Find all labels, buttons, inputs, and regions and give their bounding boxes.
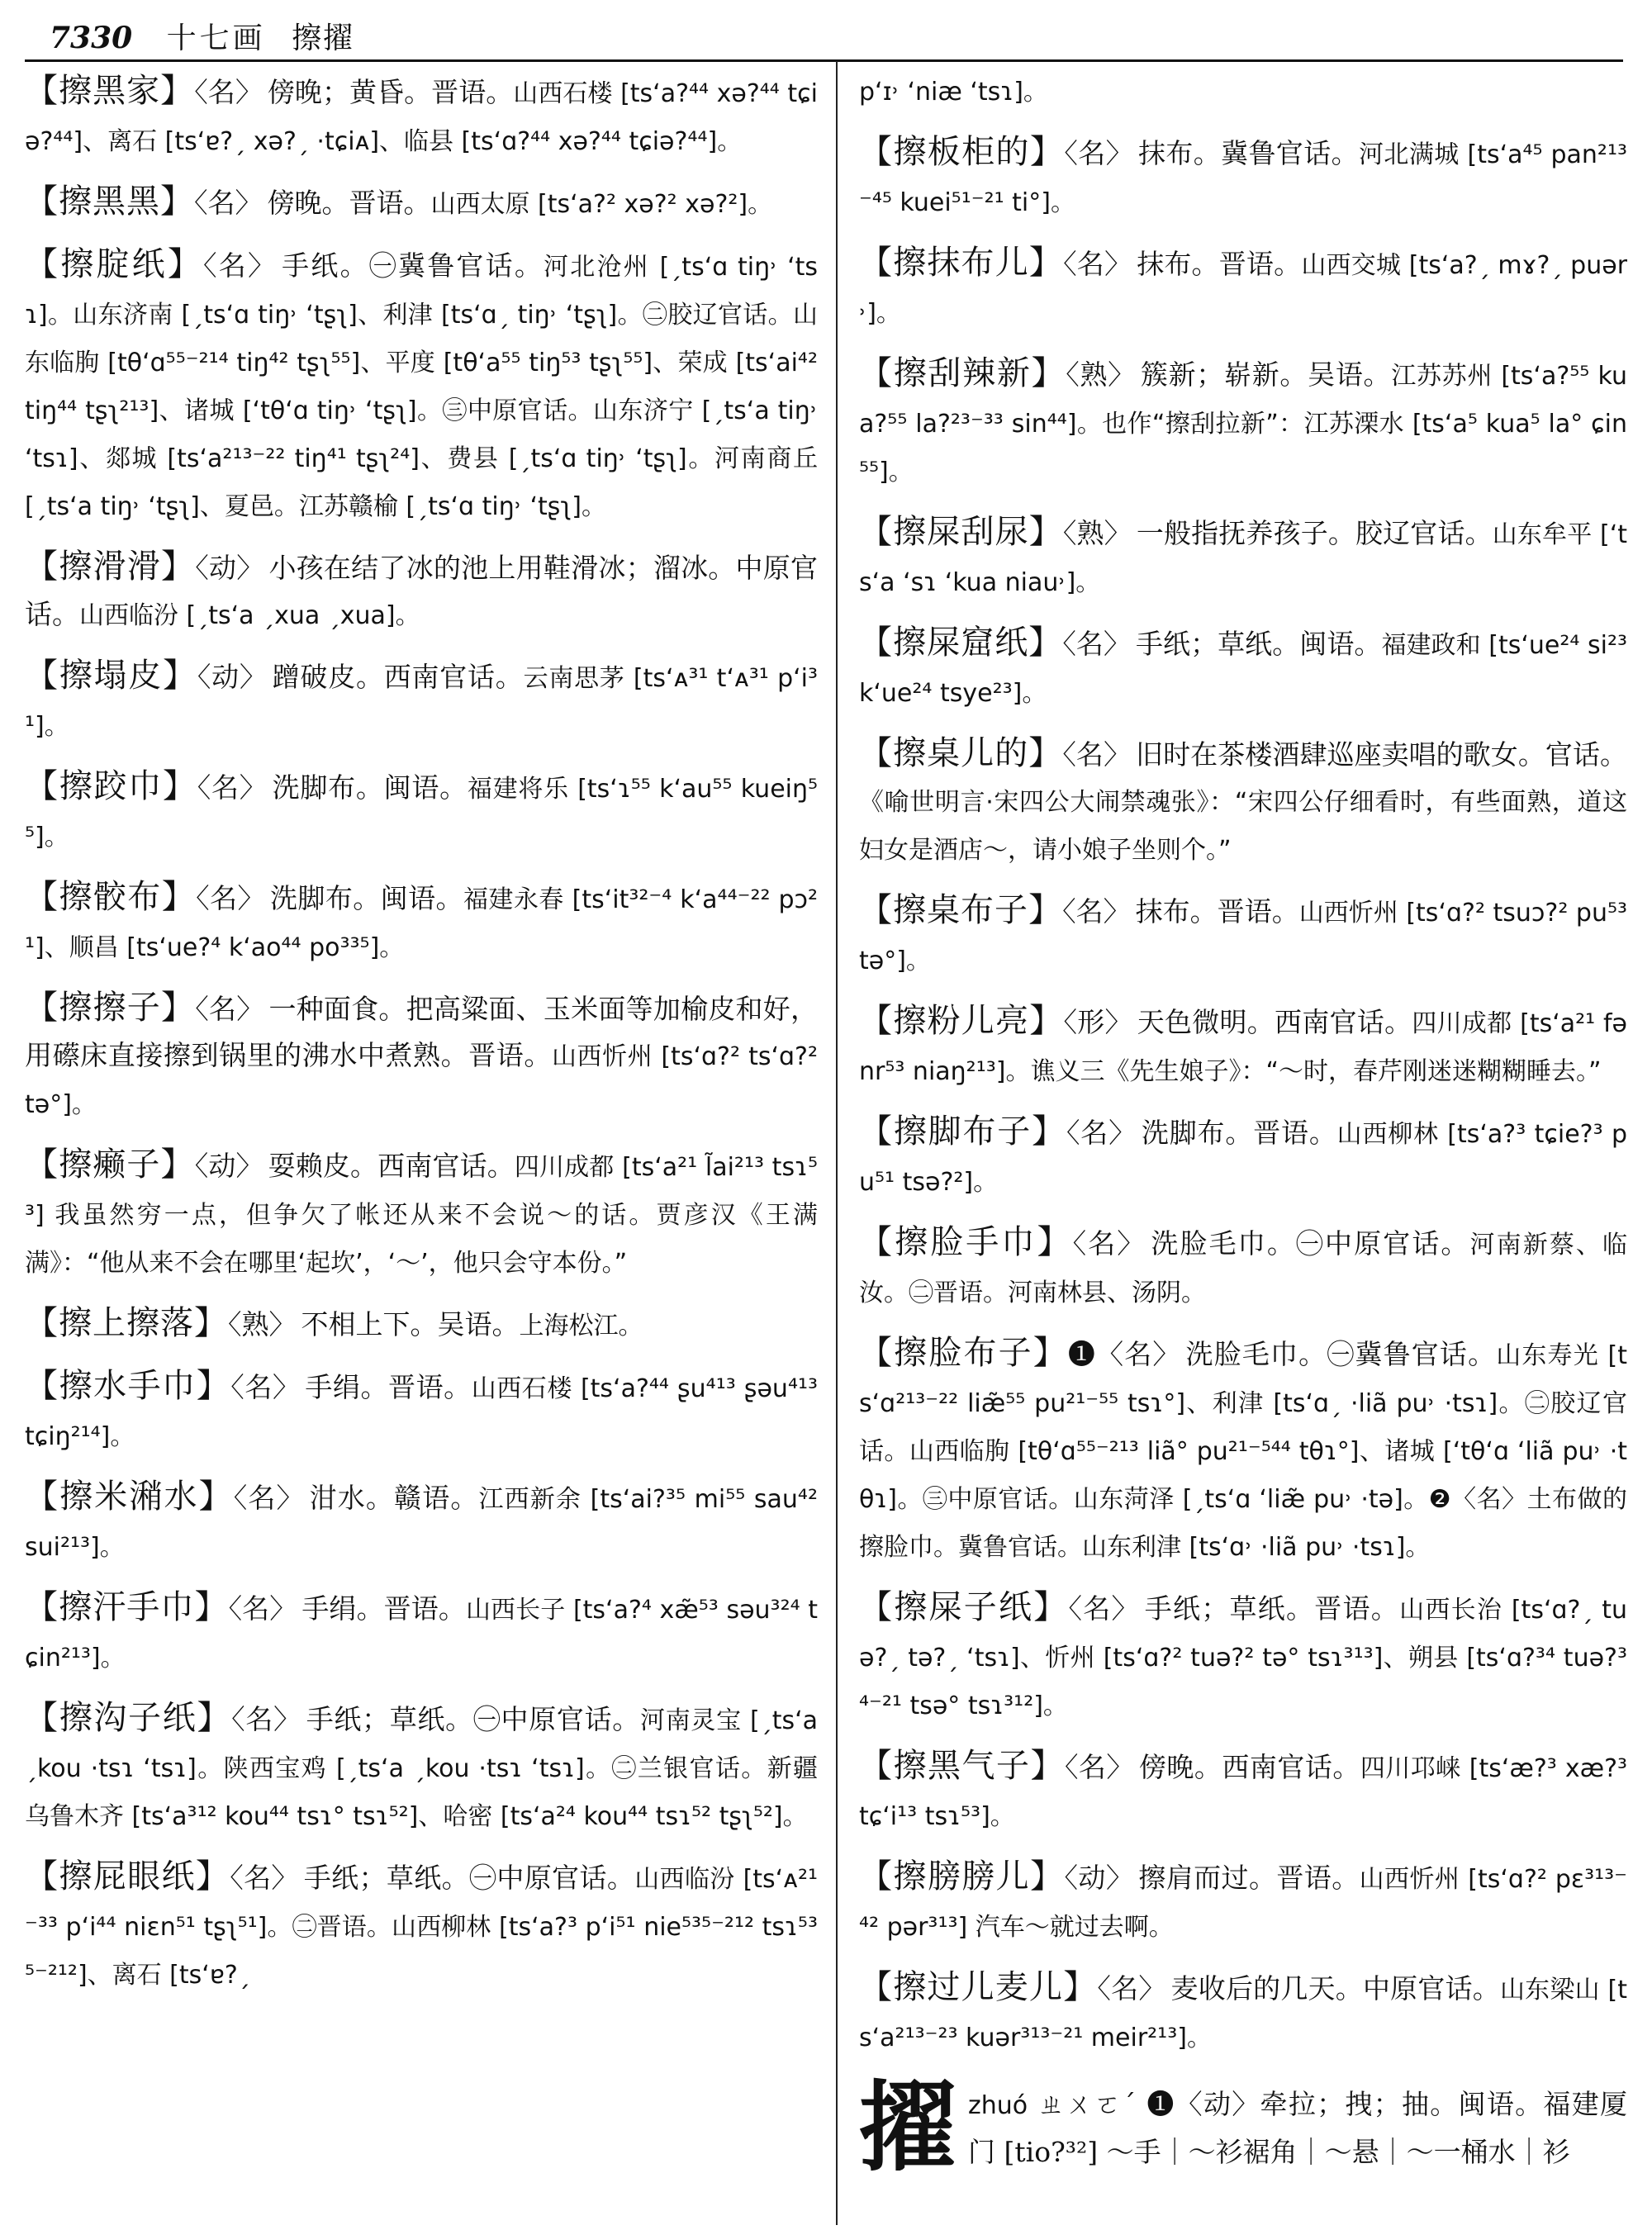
entry-definition: 洗脚布。闽语。 — [272, 771, 468, 804]
entry-headword: 【擦沟子纸】 — [25, 1699, 232, 1737]
entry-definition: 抹布。冀鲁官话。 — [1137, 137, 1360, 169]
entry-definition: 手绢。晋语。 — [301, 1592, 466, 1625]
part-of-speech: 〈名〉 — [1064, 137, 1133, 169]
part-of-speech: 〈名〉 — [203, 249, 278, 282]
entry-dialect-body: 山西石楼 [ts‘a?⁴⁴ xə?⁴⁴ tɕiə?⁴⁴]、离石 [ts‘ɐ?ˏ xə?ˏ ·tɕiᴀ]、临县 [ts‘ɑ?⁴⁴ xə?⁴⁴ tɕiə?⁴⁴]。 — [25, 79, 818, 156]
entry-headword: 【擦脸手巾】 — [859, 1223, 1073, 1261]
part-of-speech: 〈名〉 — [196, 882, 265, 914]
dictionary-entry — [859, 1330, 1627, 1571]
part-of-speech: 〈名〉 — [231, 1703, 301, 1735]
entry-definition: 洗脸毛巾。㊀中原官话。 — [1151, 1227, 1470, 1260]
entry-headword: 【擦膀膀儿】 — [859, 1858, 1065, 1896]
part-of-speech: 〈熟〉 — [1062, 517, 1132, 549]
entry-definition: 簇新；崭新。吴语。 — [1140, 358, 1392, 391]
entry-headword: 【擦屎刮尿】 — [859, 513, 1063, 551]
entry-definition: 傍晚；黄昏。晋语。 — [267, 76, 514, 108]
dictionary-entry — [859, 887, 1627, 985]
entry-headword: 【擦黑家】 — [25, 72, 195, 110]
dictionary-entry — [859, 1108, 1627, 1206]
entry-dialect-body: 山西临汾 [ts‘ᴀ²¹⁻³³ p‘i⁴⁴ niɛn⁵¹ tʂʅ⁵¹]。㊁晋语。山西柳林 [ts‘a?³ p‘i⁵¹ nie⁵³⁵⁻²¹² tsɿ⁵³⁵⁻²¹²]、离石 [ts‘ɐ?ˏ — [25, 1865, 818, 1990]
part-of-speech: 〈名〉 — [1072, 1227, 1146, 1260]
entry-definition: 手纸。㊀冀鲁官话。 — [282, 249, 544, 282]
dictionary-entry — [25, 241, 818, 530]
dictionary-entry — [25, 652, 818, 750]
entry-definition: 小孩在结了冰的池上用鞋滑冰；溜冰。中原官话。 — [25, 552, 818, 630]
entry-dialect-body: 山东牟平 [‘ts‘a ‘sɿ ‘kua niau˒]。 — [859, 520, 1627, 597]
part-of-speech: 〈名〉 — [194, 187, 263, 219]
entry-definition: 手纸；草纸。㊀中原官话。 — [306, 1703, 640, 1735]
header-headwords: 擦擢 — [292, 21, 355, 55]
dictionary-entry — [859, 730, 1627, 874]
dictionary-entry — [25, 763, 818, 861]
part-of-speech: 〈动〉 — [1064, 1862, 1134, 1894]
entry-definition: 抹布。晋语。 — [1137, 248, 1302, 280]
dictionary-entry — [859, 240, 1627, 337]
entry-dialect-body: 山西石楼 [ts‘a?⁴⁴ ʂu⁴¹³ ʂəu⁴¹³ tɕiŋ²¹⁴]。 — [25, 1374, 818, 1451]
entry-dialect-body: 河南灵宝 [ˏts‘a ˏkou ·tsɿ ‘tsɿ]。陕西宝鸡 [ˏts‘a ˏkou ·tsɿ ‘tsɿ]。㊁兰银官话。新疆乌鲁木齐 [ts‘a³¹² kou⁴⁴ tsɿ° tsɿ⁵²]、哈密 [ts‘a²⁴ kou⁴⁴ tsɿ⁵² tʂʅ⁵²]。 — [25, 1706, 818, 1831]
dictionary-entry — [859, 68, 1627, 116]
char-entry-headword: 擢 — [859, 2070, 957, 2185]
part-of-speech: 〈名〉 — [230, 1862, 299, 1894]
entry-dialect-body: 上海松江。 — [519, 1312, 643, 1340]
entry-headword: 【擦刮辣新】 — [859, 354, 1066, 392]
entry-dialect-body: 河北沧州 [ˏts‘ɑ tiŋ˒ ‘tsɿ]。山东济南 [ˏts‘ɑ tiŋ˒ ‘tʂʅ]、利津 [ts‘ɑˏ tiŋ˒ ‘tʂʅ]。㊁胶辽官话。山东临朐 [tθ‘ɑ⁵⁵⁻²¹⁴ tiŋ⁴² tʂʅ⁵⁵]、平度 [tθ‘a⁵⁵ tiŋ⁵³ tʂʅ⁵⁵]、荣成 [ts‘ai⁴² tiŋ⁴⁴ tʂʅ²¹³]、诸城 [‘tθ‘ɑ tiŋ˒ ‘tʂʅ]。㊂中原官话。山东济宁 [ˏts‘a tiŋ˒ ‘tsɿ]、郯城 [ts‘a²¹³⁻²² tiŋ⁴¹ tʂʅ²⁴]、费县 [ˏts‘ɑ tiŋ˒ ‘tʂʅ]。河南商丘 [ˏts‘a tiŋ˒ ‘tʂʅ]、夏邑。江苏赣榆 [ˏts‘ɑ tiŋ˒ ‘tʂʅ]。 — [25, 253, 818, 521]
entry-definition: 旧时在茶楼酒肆巡座卖唱的歌女。官话。 — [1136, 738, 1627, 771]
char-entry-pinyin: zhuó — [968, 2091, 1028, 2120]
part-of-speech: ❶〈名〉 — [1067, 1338, 1181, 1370]
entry-headword: 【擦黑黑】 — [25, 183, 194, 221]
entry-headword: 【擦腚纸】 — [25, 245, 204, 283]
entry-headword: 【擦桌儿的】 — [859, 734, 1063, 772]
entry-dialect-body: 江西新余 [ts‘ai?³⁵ mi⁵⁵ sau⁴² sui²¹³]。 — [25, 1485, 818, 1562]
part-of-speech: 〈名〉 — [1068, 1592, 1140, 1625]
entry-definition: 手纸；草纸。闽语。 — [1135, 628, 1382, 660]
entry-headword: 【擦滑滑】 — [25, 548, 196, 586]
dictionary-entry — [859, 1584, 1627, 1729]
dictionary-entry — [859, 1743, 1627, 1840]
entry-dialect-body: 山西太原 [ts‘a?² xə?² xə?²]。 — [430, 190, 773, 219]
entry-definition: 天色微明。西南官话。 — [1137, 1006, 1412, 1038]
entry-dialect-body: 山东梁山 [ts‘a²¹³⁻²³ kuər³¹³⁻²¹ meir²¹³]。 — [859, 1976, 1627, 2052]
part-of-speech: 〈名〉 — [1062, 738, 1132, 771]
char-entry — [859, 2070, 1627, 2185]
dictionary-entry — [859, 1853, 1627, 1951]
entry-headword: 【擦板柜的】 — [859, 133, 1065, 171]
entry-dialect-body: 河北满城 [ts‘a⁴⁵ pan²¹³⁻⁴⁵ kuei⁵¹⁻²¹ ti°]。 — [859, 140, 1627, 217]
dictionary-entry — [859, 1219, 1627, 1317]
entry-definition: 不相上下。吴语。 — [301, 1308, 520, 1340]
entry-headword: 【擦粉儿亮】 — [859, 1002, 1064, 1040]
dictionary-entry — [25, 874, 818, 971]
entry-definition: 泔水。赣语。 — [309, 1482, 479, 1514]
entry-headword: 【擦骹布】 — [25, 878, 197, 916]
part-of-speech: 〈动〉 — [194, 1150, 263, 1182]
entry-headword: 【擦上擦落】 — [25, 1304, 228, 1342]
entry-definition: 抹布。晋语。 — [1135, 895, 1299, 928]
entry-headword: 【擦塌皮】 — [25, 657, 197, 695]
part-of-speech: 〈名〉 — [1066, 1117, 1137, 1149]
entry-definition: 手纸；草纸。晋语。 — [1144, 1592, 1400, 1625]
entry-definition: 耍赖皮。西南官话。 — [268, 1150, 515, 1182]
dictionary-entry — [25, 1141, 818, 1287]
entry-dialect-body: 四川成都 [ts‘a²¹ l̃ai²¹³ tsɿ⁵³] 我虽然穷一点，但争欠了帐还从来不会说～的话。贾彦汉《王满满》：“他从来不会在哪里‘起坎’，‘～’，他只会守本份。” — [25, 1153, 818, 1278]
entry-dialect-body: 河南新蔡、临汝。㊁晋语。河南林县、汤阴。 — [859, 1231, 1627, 1307]
dictionary-entry — [859, 509, 1627, 606]
dictionary-entry — [25, 1584, 818, 1682]
entry-headword: 【擦屁眼纸】 — [25, 1858, 230, 1896]
left-column — [25, 68, 818, 2223]
entry-dialect-body: 山东寿光 [ts‘ɑ²¹³⁻²² liæ̃⁵⁵ pu²¹⁻⁵⁵ tsɿ°]、利津 [ts‘ɑˏ ·liã pu˒ ·tsɿ]。㊁胶辽官话。山西临朐 [tθ‘ɑ⁵⁵⁻²¹³ liã° pu²¹⁻⁵⁴⁴ tθɿ°]、诸城 [‘tθ‘ɑ ‘liã pu˒ ·tθɿ]。㊂中原官话。山东菏泽 [ˏts‘ɑ ‘liæ̃ pu˒ ·tə]。❷〈名〉土布做的擦脸巾。冀鲁官话。山东利津 [ts‘ɑ˒ ·liã pu˒ ·tsɿ]。 — [859, 1341, 1627, 1562]
part-of-speech: 〈形〉 — [1063, 1006, 1132, 1038]
part-of-speech: 〈动〉 — [195, 552, 264, 584]
entry-definition: 傍晚。西南官话。 — [1138, 1751, 1360, 1783]
section-title: 十七画 — [166, 21, 266, 55]
dictionary-entry — [25, 1853, 818, 1999]
dictionary-entry — [25, 1695, 818, 1840]
dictionary-entry — [25, 1300, 818, 1350]
entry-dialect-body: 江苏苏州 [ts‘a?⁵⁵ kua?⁵⁵ la?²³⁻³³ sin⁴⁴]。也作“擦刮拉新”：江苏溧水 [ts‘a⁵ kua⁵ la° ɕin⁵⁵]。 — [859, 362, 1627, 486]
entry-headword: 【擦脸布子】 — [859, 1334, 1068, 1372]
entry-dialect-body: 福建永春 [ts‘it³²⁻⁴ k‘a⁴⁴⁻²² pɔ²¹]、顺昌 [ts‘ue?⁴ k‘ao⁴⁴ po³³⁵]。 — [25, 885, 818, 962]
entry-dialect-body: 山西交城 [ts‘a?ˏ mɤ?ˏ puər˒]。 — [859, 251, 1627, 328]
entry-dialect-body: 山西忻州 [ts‘ɑ?² tsuɔ?² pu⁵³ tə°]。 — [859, 899, 1627, 975]
dictionary-entry — [25, 543, 818, 639]
entry-dialect-body: 山西忻州 [ts‘ɑ?² pɛ³¹³⁻⁴² pər³¹³] 汽车～就过去啊。 — [859, 1865, 1627, 1942]
dictionary-entry — [859, 350, 1627, 496]
part-of-speech: 〈名〉 — [194, 76, 263, 108]
entry-headword: 【擦水手巾】 — [25, 1367, 231, 1405]
entry-headword: 【擦抹布儿】 — [859, 244, 1064, 282]
part-of-speech: 〈名〉 — [197, 771, 268, 804]
part-of-speech: 〈名〉 — [1062, 895, 1131, 928]
right-column — [859, 68, 1627, 2223]
dictionary-entry — [859, 998, 1627, 1095]
entry-definition: 一种面食。把高粱面、玉米面等加榆皮和好，用礤床直接擦到锅里的沸水中煮熟。晋语。 — [25, 993, 818, 1071]
entry-dialect-body: 福建将乐 [ts‘ɿ⁵⁵ k‘au⁵⁵ kueiŋ⁵⁵]。 — [25, 775, 818, 852]
part-of-speech: 〈名〉 — [195, 993, 264, 1025]
part-of-speech: 〈名〉 — [1062, 628, 1131, 660]
entry-dialect-body: 四川成都 [ts‘a²¹ fənr⁵³ niaŋ²¹³]。谯义三《先生娘子》：“～时，春芹刚迷迷糊糊睡去。” — [859, 1009, 1627, 1086]
entry-definition: 擦肩而过。晋语。 — [1138, 1862, 1360, 1894]
dictionary-entry — [25, 178, 818, 228]
entry-definition: 洗脸毛巾。㊀冀鲁官话。 — [1185, 1338, 1497, 1370]
part-of-speech: 〈名〉 — [1063, 248, 1132, 280]
dictionary-entry — [25, 1363, 818, 1460]
entry-headword: 【擦跤巾】 — [25, 767, 197, 805]
entry-dialect-body: 四川邛崃 [ts‘æ?³ xæ?³ tɕ‘i¹³ tsɿ⁵³]。 — [859, 1754, 1627, 1831]
entry-dialect-body: 山西长治 [ts‘ɑ?ˏ tuə?ˏ tə?ˏ ‘tsɿ]、忻州 [ts‘ɑ?² tuə?² tə° tsɿ³¹³]、朔县 [ts‘ɑ?³⁴ tuə?³⁴⁻²¹ tsə° tsɿ³¹²]。 — [859, 1596, 1627, 1720]
entry-headword: 【擦米潲水】 — [25, 1478, 234, 1516]
entry-definition: 洗脚布。晋语。 — [1141, 1117, 1337, 1149]
entry-headword: 【擦桌布子】 — [859, 891, 1063, 929]
entry-definition: 洗脚布。闽语。 — [269, 882, 463, 914]
entry-definition: 傍晚。晋语。 — [267, 187, 431, 219]
page-number: 7330 — [50, 21, 133, 55]
entry-dialect-body: 福建政和 [ts‘ue²⁴ si²³ k‘ue²⁴ tsye²³]。 — [859, 631, 1627, 708]
dictionary-entry — [859, 619, 1627, 717]
entry-headword: 【擦过儿麦儿】 — [859, 1968, 1098, 2006]
entry-dialect-body: p‘ɪ˒ ‘niæ ‘tsɿ]。 — [859, 78, 1048, 107]
entry-dialect-body: 山西临汾 [ˏts‘a ˏxua ˏxua]。 — [79, 601, 420, 630]
entry-headword: 【擦屎子纸】 — [859, 1588, 1069, 1626]
char-entry-body: ❶〈动〉牵拉；拽；抽。闽语。福建厦门 [tio?³²] ～手｜～衫裾角｜～悬｜～一桶水｜衫 — [968, 2088, 1627, 2168]
entry-headword: 【擦汗手巾】 — [25, 1588, 229, 1626]
entry-headword: 【擦黑气子】 — [859, 1747, 1065, 1785]
header-rule — [25, 59, 1623, 62]
entry-dialect-body: 云南思茅 [ts‘ᴀ³¹ t‘ᴀ³¹ p‘i³¹]。 — [25, 664, 818, 741]
right-entries — [859, 68, 1627, 2062]
entry-dialect-body: 《喻世明言·宋四公大闹禁魂张》：“宋四公仔细看时，有些面熟，道这妇女是酒店～，请小娘子坐则个。” — [859, 788, 1627, 865]
entry-definition: 蹭破皮。西南官话。 — [272, 661, 524, 693]
entry-definition: 麦收后的几天。中原官话。 — [1170, 1972, 1500, 2005]
part-of-speech: 〈名〉 — [1097, 1972, 1166, 2005]
char-entry-zhuyin: ㄓㄨㄛˊ — [1037, 2088, 1137, 2120]
entry-definition: 手绢。晋语。 — [305, 1371, 472, 1403]
entry-dialect-body: 山西忻州 [ts‘ɑ?² ts‘ɑ?² tə°]。 — [25, 1042, 818, 1119]
entry-definition: 一般指抚养孩子。胶辽官话。 — [1136, 517, 1493, 549]
entry-headword: 【擦屎窟纸】 — [859, 624, 1063, 662]
part-of-speech: 〈熟〉 — [1066, 358, 1136, 391]
entry-headword: 【擦脚布子】 — [859, 1113, 1066, 1151]
entry-headword: 【擦癞子】 — [25, 1146, 195, 1184]
entry-dialect-body: 山西长子 [ts‘a?⁴ xæ̃⁵³ səu³²⁴ tɕin²¹³]。 — [25, 1596, 818, 1672]
part-of-speech: 〈名〉 — [228, 1592, 297, 1625]
page-header — [50, 18, 1602, 58]
column-divider — [836, 61, 838, 2225]
part-of-speech: 〈熟〉 — [228, 1308, 297, 1340]
part-of-speech: 〈名〉 — [233, 1482, 305, 1514]
entry-headword: 【擦擦子】 — [25, 989, 196, 1027]
part-of-speech: 〈名〉 — [1064, 1751, 1134, 1783]
dictionary-entry — [859, 129, 1627, 226]
entry-dialect-body: 山西柳林 [ts‘a?³ tɕie?³ pu⁵¹ tsə?²]。 — [859, 1120, 1627, 1197]
part-of-speech: 〈动〉 — [197, 661, 268, 693]
dictionary-entry — [25, 68, 818, 165]
dictionary-entry — [25, 1473, 818, 1571]
dictionary-entry — [25, 985, 818, 1128]
entry-definition: 手纸；草纸。㊀中原官话。 — [303, 1862, 635, 1894]
part-of-speech: 〈名〉 — [230, 1371, 301, 1403]
dictionary-entry — [859, 1964, 1627, 2062]
